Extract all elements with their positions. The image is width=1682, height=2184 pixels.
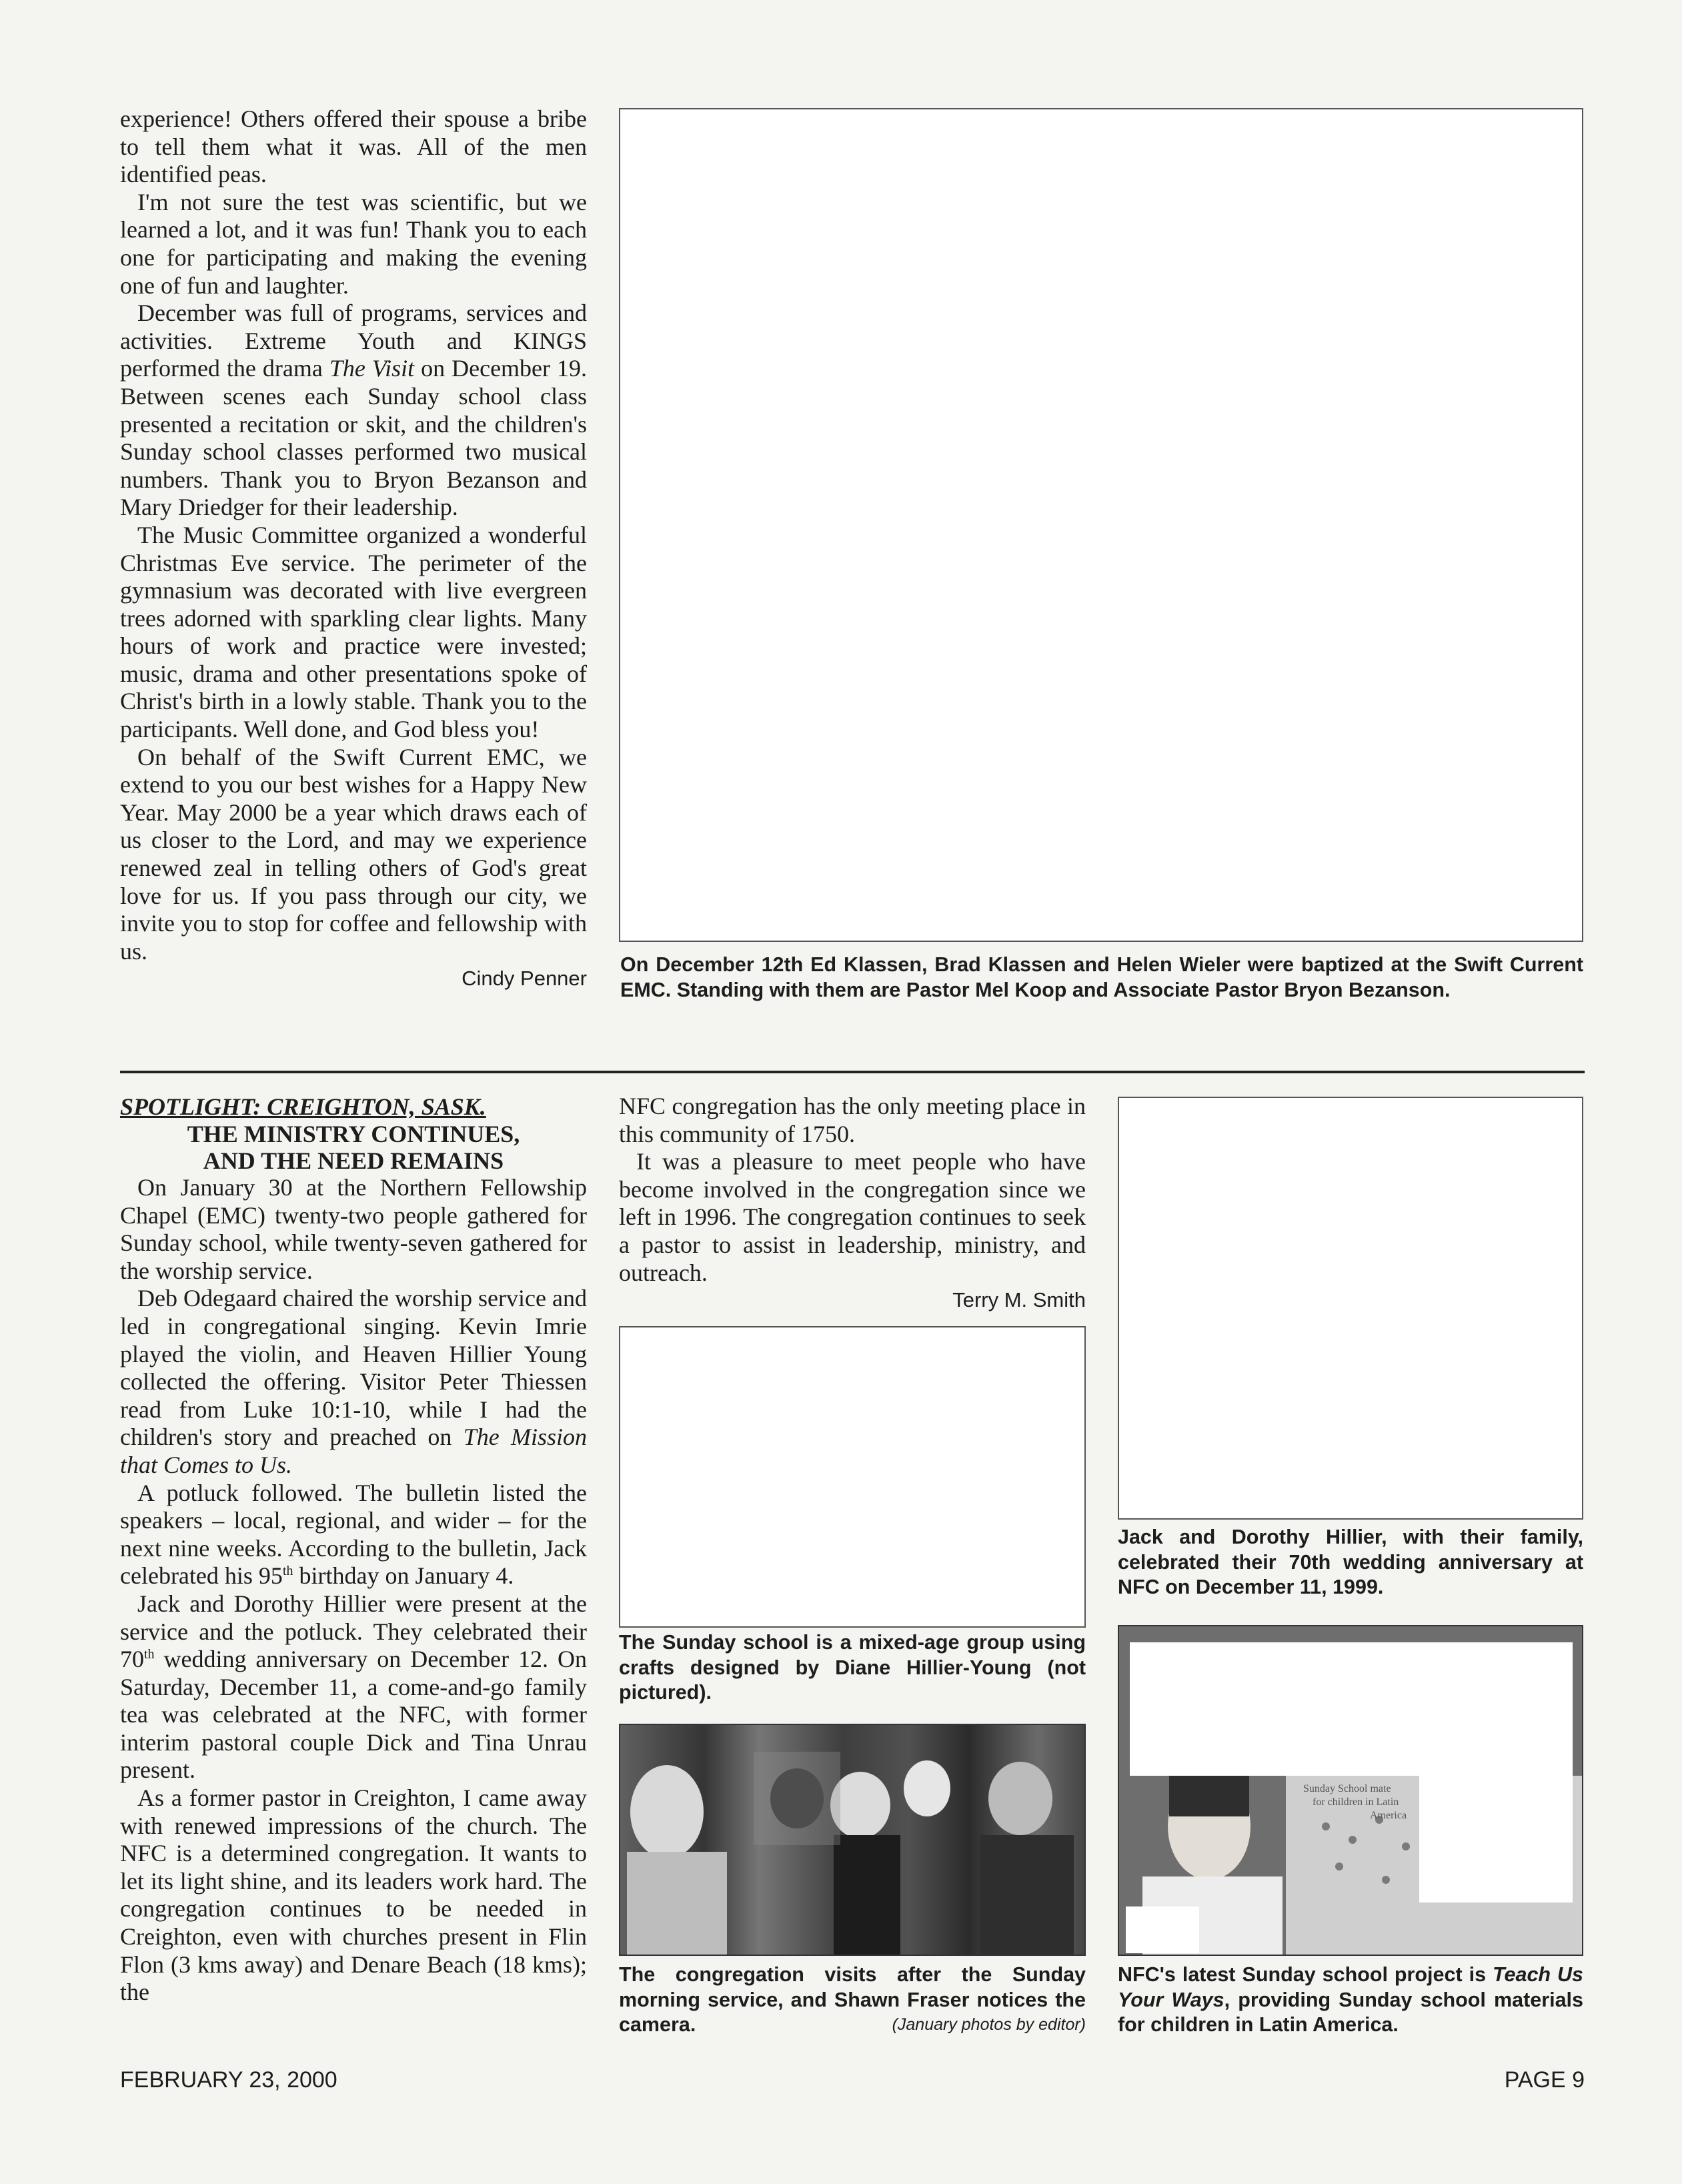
paragraph: On behalf of the Swift Current EMC, we extend to you our best wishes for a Happy New Year. May 2000 be a year which draws each of us closer to the Lord, and may we experience renewed zeal in telling others of God's great love for us. If you pass through our city, we invite you to stop for coffee and fellowship with us. (120, 743, 587, 965)
project-caption: NFC's latest Sunday school project is Teach Us Your Ways, providing Sunday school materials for children in Latin America. (1118, 1963, 1583, 2036)
issue-date: FEBRUARY 23, 2000 (120, 2067, 337, 2093)
paragraph: On January 30 at the Northern Fellowship Chapel (EMC) twenty-two people gathered for Sunday school, while twenty-seven gathered for the worship service. (120, 1174, 587, 1284)
paragraph: NFC congregation has the only meeting place in this community of 1750. (619, 1093, 1086, 1147)
author-signature: Terry M. Smith (952, 1288, 1086, 1312)
paragraph: Deb Odegaard chaired the worship service and led in congregational singing. Kevin Imrie played the violin, and Heaven Hillier Young collected the offering. Visitor Peter Thiessen read from Luke 10:1-10, while I had the children's story and preached on The Mission that Comes to Us. (120, 1285, 588, 1478)
hillier-caption: Jack and Dorothy Hillier, with their family, celebrated their 70th wedding anniversary at NFC on December 11, 1999. (1118, 1526, 1583, 1598)
sermon-title: The Mission that Comes to Us. (120, 1424, 588, 1478)
congregation-photo-figures (620, 1725, 1086, 1956)
paragraph: As a former pastor in Creighton, I came away with renewed impressions of the church. The NFC is a determined congregation. It wants to let its light shine, and its leaders work hard. The congregation continues to be needed in Creighton, even with churches present in Flin Flon (3 kms away) and Denare Beach (18 kms); the (120, 1784, 587, 2006)
baptism-photo (619, 108, 1583, 942)
paragraph: It was a pleasure to meet people who have become involved in the congregation since we left in 1996. The congregation continues to seek a pastor to assist in leadership, ministry, and outreach. (619, 1148, 1086, 1286)
baptism-photo-caption: On December 12th Ed Klassen, Brad Klassen and Helen Wieler were baptized at the Swift Current EMC. Standing with them are Pastor Mel Koop and Associate Pastor Bryon Bezanson. (620, 953, 1583, 1001)
article-body (120, 1174, 587, 2007)
sunday-school-photo (619, 1326, 1086, 1628)
spotlight-article-continued (619, 1093, 1086, 1313)
sunday-school-caption: The Sunday school is a mixed-age group using crafts designed by Diane Hillier-Young (not pictured). (619, 1631, 1086, 1704)
author-signature: Cindy Penner (462, 967, 587, 991)
project-board-text: Sunday School mate for children in Latin America (1303, 1783, 1407, 1821)
paragraph: experience! Others offered their spouse a bribe to tell them what it was. All of the men identified peas. (120, 105, 587, 188)
photo-credit: (January photos by editor) (892, 2015, 1086, 2034)
paragraph: I'm not sure the test was scientific, but we learned a lot, and it was fun! Thank you to each one for participating and making the evening one of fun and laughter. (120, 188, 587, 299)
spotlight-article (120, 1093, 587, 2007)
paragraph: December was full of programs, services and activities. Extreme Youth and KINGS performed the drama The Visit on December 19. Between scenes each Sunday school class presented a recitation or skit, and the children's Sunday school classes performed two musical numbers. Thank you to Bryon Bezanson and Mary Driedger for their leadership. (120, 300, 587, 521)
article-headline-line1: THE MINISTRY CONTINUES, (187, 1121, 520, 1147)
paragraph: Jack and Dorothy Hillier were present at the service and the potluck. They celebrated their 70th wedding anniversary on December 12. On Saturday, December 11, a come-and-go family tea was celebrated at the NFC, with former interim pastoral couple Dick and Tina Unrau present. (120, 1590, 587, 1784)
hillier-family-photo (1118, 1097, 1583, 1520)
project-photo (1118, 1625, 1583, 1956)
top-left-column (120, 105, 587, 992)
project-title: Teach Us Your Ways (1118, 1963, 1583, 2011)
spotlight-kicker: SPOTLIGHT: CREIGHTON, SASK. (120, 1093, 486, 1120)
drama-title: The Visit (329, 355, 415, 382)
paragraph: The Music Committee organized a wonderful Christmas Eve service. The perimeter of the gymnasium was decorated with live evergreen trees adorned with sparkling clear lights. Many hours of work and practice were invested; music, drama and other presentations spoke of Christ's birth in a lowly stable. Thank you to the participants. Well done, and God bless you! (120, 521, 587, 743)
congregation-caption: The congregation visits after the Sunday morning service, and Shawn Fraser notices the camera. (January photos by editor) (619, 1963, 1086, 2038)
paragraph: A potluck followed. The bulletin listed the speakers – local, regional, and wider – for the next nine weeks. According to the bulletin, Jack celebrated his 95th birthday on January 4. (120, 1479, 587, 1590)
article-headline-line2: AND THE NEED REMAINS (203, 1147, 504, 1174)
section-divider (120, 1071, 1585, 1073)
page-number: PAGE 9 (1504, 2067, 1585, 2093)
congregation-photo (619, 1724, 1086, 1956)
